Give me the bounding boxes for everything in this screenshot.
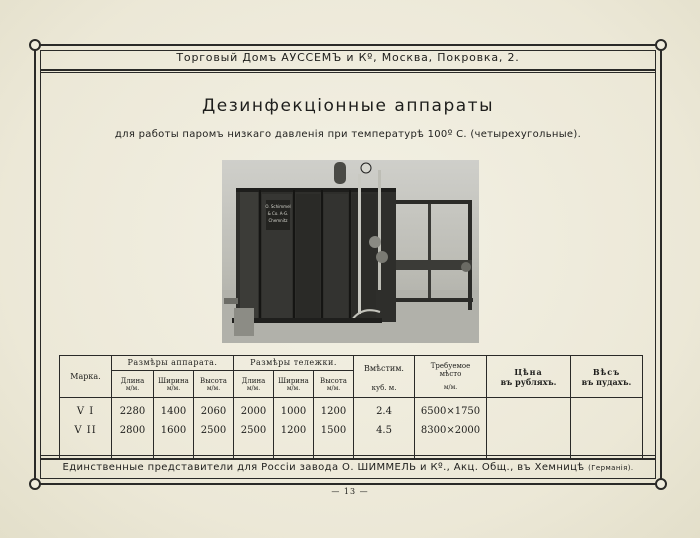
cell-required-space: 8300×2000 xyxy=(415,421,487,440)
cell-weight xyxy=(571,421,643,440)
footer-country: (Германiя). xyxy=(588,464,634,472)
col-header-mark: Марка. xyxy=(60,356,112,398)
width-label: Ширина xyxy=(278,376,309,385)
col-header-apparatus-width xyxy=(154,371,194,398)
unit-mm: м/м. xyxy=(125,384,140,392)
cell-apparatus-width: 1400 xyxy=(154,398,194,422)
cell-cart-width: 1200 xyxy=(274,421,314,440)
svg-text:Chemnitz: Chemnitz xyxy=(268,218,288,223)
unit-mm: м/м. xyxy=(326,384,341,392)
width-label: Ширина xyxy=(158,376,189,385)
cell-apparatus-width: 1600 xyxy=(154,421,194,440)
cell-mark: V II xyxy=(60,421,112,440)
cell-cart-width: 1000 xyxy=(274,398,314,422)
cell-cart-height: 1200 xyxy=(314,398,354,422)
cell-cart-height: 1500 xyxy=(314,421,354,440)
apparatus-illustration xyxy=(222,160,479,343)
length-label: Длина xyxy=(120,376,145,385)
cell-cart-length: 2500 xyxy=(234,421,274,440)
col-header-price xyxy=(487,356,571,398)
col-group-cart-dimensions: Размѣры тележки. xyxy=(234,356,354,371)
empty-cell xyxy=(194,440,234,460)
unit-mm: м/м. xyxy=(166,384,181,392)
col-header-apparatus-length xyxy=(112,371,154,398)
cell-mark: V I xyxy=(60,398,112,422)
col-group-apparatus-dimensions: Размѣры аппарата. xyxy=(112,356,234,371)
col-header-weight xyxy=(571,356,643,398)
empty-cell xyxy=(314,440,354,460)
height-label: Высота xyxy=(320,376,347,385)
col-header-apparatus-height xyxy=(194,371,234,398)
svg-text:O. Schimmel: O. Schimmel xyxy=(265,204,291,209)
empty-cell xyxy=(487,440,571,460)
cell-apparatus-height: 2500 xyxy=(194,421,234,440)
space-unit: м/м. xyxy=(443,383,458,391)
header-divider xyxy=(40,69,656,71)
header-divider-thin xyxy=(40,72,656,73)
cell-apparatus-length: 2800 xyxy=(112,421,154,440)
price-label: Цѣна xyxy=(514,366,543,377)
cell-price xyxy=(487,421,571,440)
empty-cell xyxy=(154,440,194,460)
table-row xyxy=(60,398,643,422)
empty-cell xyxy=(234,440,274,460)
unit-mm: м/м. xyxy=(286,384,301,392)
firm-header: Торговый Домъ АУССЕМЪ и Кº, Москва, Покровка, 2. xyxy=(176,51,520,64)
col-header-required-space xyxy=(415,356,487,398)
empty-cell xyxy=(112,440,154,460)
price-unit: въ рубляхъ. xyxy=(500,376,557,387)
empty-cell xyxy=(354,440,415,460)
cell-required-space: 6500×1750 xyxy=(415,398,487,422)
page-title: Дезинфекцiонные аппараты xyxy=(201,96,494,116)
col-header-cart-height xyxy=(314,371,354,398)
cell-apparatus-height: 2060 xyxy=(194,398,234,422)
footer-text: Единственные представители для Россiи завода О. ШИММЕЛЬ и Кº., Акц. Общ., въ Хемницѣ xyxy=(62,462,585,473)
cell-capacity: 2.4 xyxy=(354,398,415,422)
capacity-label: Вмѣстим. xyxy=(364,363,404,373)
space-label: Требуемое мѣсто xyxy=(430,361,471,378)
unit-mm: м/м. xyxy=(246,384,261,392)
table-row xyxy=(60,421,643,440)
empty-cell xyxy=(274,440,314,460)
empty-cell xyxy=(571,440,643,460)
cell-price xyxy=(487,398,571,422)
specifications-table xyxy=(59,355,643,460)
svg-text:& Co. A-G.: & Co. A-G. xyxy=(267,211,289,216)
empty-cell xyxy=(415,440,487,460)
weight-unit: въ пудахъ. xyxy=(581,376,632,387)
height-label: Высота xyxy=(200,376,227,385)
cell-weight xyxy=(571,398,643,422)
cell-capacity: 4.5 xyxy=(354,421,415,440)
table-row-filler xyxy=(60,440,643,460)
footer-representatives xyxy=(40,462,656,473)
cell-apparatus-length: 2280 xyxy=(112,398,154,422)
corner-ornament xyxy=(655,39,667,51)
corner-ornament xyxy=(29,39,41,51)
col-header-cart-length xyxy=(234,371,274,398)
page-subtitle: для работы паромъ низкаго давленiя при температурѣ 100º С. (четырехугольные). xyxy=(114,129,582,140)
unit-mm: м/м. xyxy=(206,384,221,392)
col-header-capacity xyxy=(354,356,415,398)
col-header-cart-width xyxy=(274,371,314,398)
disinfection-apparatus-photo xyxy=(222,160,479,343)
weight-label: Вѣсъ xyxy=(592,366,621,377)
cell-cart-length: 2000 xyxy=(234,398,274,422)
page-number: — 13 — xyxy=(331,487,369,496)
length-label: Длина xyxy=(241,376,266,385)
empty-cell xyxy=(60,440,112,460)
capacity-unit: куб. м. xyxy=(371,383,397,392)
